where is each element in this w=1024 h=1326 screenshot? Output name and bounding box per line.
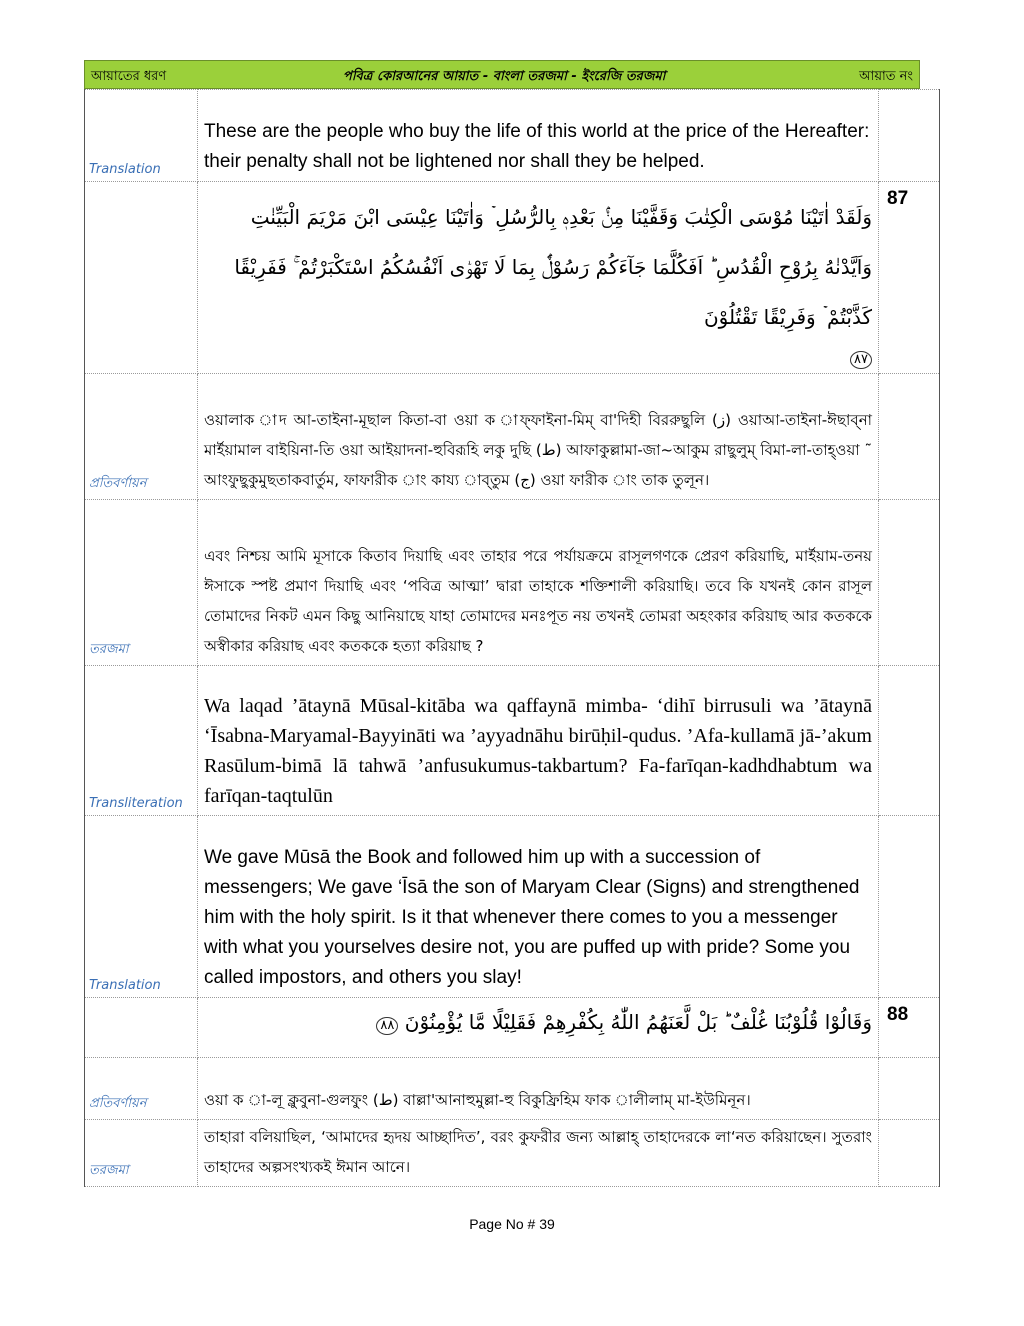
row-label: প্রতিবর্ণায়ন xyxy=(85,1058,198,1120)
verse-number xyxy=(879,500,940,666)
verse-number xyxy=(879,1058,940,1120)
table-row xyxy=(85,500,940,666)
ayah-end-marker: ٨٧ xyxy=(850,351,872,369)
row-label xyxy=(85,998,198,1058)
bengali-translation-text: এবং নিশ্চয় আমি মূসাকে কিতাব দিয়াছি এবং তাহার পরে পর্যায়ক্রমে রাসূলগণকে প্রেরণ করিয়াছি, মার্ইয়াম-তনয় ঈসাকে স্পষ্ট প্রমাণ দিয়াছি এবং ‘পবিত্র আত্মা’ দ্বারা তাহাকে শক্তিশালী করিয়াছি। তবে কি যখনই কোন রাসূল তোমাদের নিকট এমন কিছু আনিয়াছে যাহা তোমাদের মনঃপূত নয় তখনই তোমরা অহংকার করিয়াছ আর কতককে অস্বীকার করিয়াছ এবং কতককে হত্যা করিয়াছ ? xyxy=(198,500,879,666)
header-verse-type: আয়াতের ধরণ xyxy=(91,69,167,84)
header-verse-number: আয়াত নং xyxy=(859,69,913,84)
transliteration-text: Wa laqad ’ātaynā Mūsal-kitāba wa qaffaynā mimba- ‘dihī birrusuli wa ’ātaynā ‘Īsabna-Maryamal-Bayyināti wa ’ayyadnāhu birūḥil-qudus. ’Afa-kullamā jā-’akum Rasūlum-bimā lā tahwā ’anfusukumus-takbartum? Fa-farīqan-kadhdhabtum wa farīqan-taqtulūn xyxy=(198,666,879,816)
header-title: পবিত্র কোরআনের আয়াত - বাংলা তরজমা - ইংরেজি তরজমা xyxy=(343,69,666,84)
verse-number: 87 xyxy=(879,182,940,374)
bengali-translation-text: তাহারা বলিয়াছিল, ‘আমাদের হৃদয় আচ্ছাদিত’, বরং কুফরীর জন্য আল্লাহ্ তাহাদেরকে লা‘নত করিয়াছেন। সুতরাং তাহাদের অল্পসংখ্যকই ঈমান আনে। xyxy=(198,1120,879,1187)
table-header xyxy=(84,60,920,89)
row-label: তরজমা xyxy=(85,1120,198,1187)
verse-number xyxy=(879,1120,940,1187)
table-row xyxy=(85,1058,940,1120)
verse-number xyxy=(879,816,940,998)
table-row xyxy=(85,1120,940,1187)
verse-table xyxy=(84,89,940,1187)
page-number: Page No # 39 xyxy=(469,1216,555,1232)
row-label: Translation xyxy=(85,816,198,998)
verse-number xyxy=(879,374,940,500)
table-row xyxy=(85,182,940,374)
arabic-text: وَقَالُوْا قُلُوْبُنَا غُلْفٌ ؕ بَلْ لَّعَنَهُمُ اللّٰهُ بِكُفْرِهِمْ فَقَلِيْلًا مَّا يُؤْمِنُوْنَ xyxy=(404,1010,872,1034)
table-row xyxy=(85,998,940,1058)
arabic-cell xyxy=(198,998,879,1058)
row-label: প্রতিবর্ণায়ন xyxy=(85,374,198,500)
row-label: Transliteration xyxy=(85,666,198,816)
row-label xyxy=(85,182,198,374)
translation-text: These are the people who buy the life of this world at the price of the Hereafter: their penalty shall not be lightened nor shall they be helped. xyxy=(198,90,879,182)
table-row xyxy=(85,816,940,998)
verse-number: 88 xyxy=(879,998,940,1058)
arabic-cell xyxy=(198,182,879,374)
bengali-transliteration-text: ওয়ালাক াদ আ-তাইনা-মূছাল কিতা-বা ওয়া ক াফ্ফাইনা-মিম্ বা'দিহী বিররুছুলি (ز) ওয়াআ-তাইনা-ঈছাব্না মার্ইয়ামাল বাইয়িনা-তি ওয়া আইয়াদনা-হুবিরূহি লকু দুছি (ط) আফাকুল্লামা-জা~আকুম রাছুলুম্ বিমা-লা-তাহ্ওয়া ˜ আংফুছুকুমুছতাকবার্তুম, ফাফারীক াং কায্য াব্তুম (ج) ওয়া ফারীক াং তাক তুলূন। xyxy=(198,374,879,500)
arabic-text: وَلَقَدْ اٰتَيْنَا مُوْسَى الْكِتٰبَ وَقَفَّيْنَا مِنْۢ بَعْدِهٖ بِالرُّسُلِ ۡ وَاٰتَيْنَا عِيْسَى ابْنَ مَرْيَمَ الْبَيِّنٰتِ وَاَيَّدْنٰهُ بِرُوْحِ الْقُدُسِ ؕ اَفَكُلَّمَا جَآءَكُمْ رَسُوْلٌۢ بِمَا لَا تَهْوٰۤى اَنْفُسُكُمُ اسْتَكْبَرْتُمْ ۚ فَفَرِيْقًا كَذَّبْتُمْ ۡ وَفَرِيْقًا تَقْتُلُوْنَ xyxy=(234,205,872,329)
verse-number xyxy=(879,90,940,182)
row-label: Translation xyxy=(85,90,198,182)
verse-number xyxy=(879,666,940,816)
page-sheet xyxy=(84,60,920,1187)
table-row xyxy=(85,90,940,182)
table-row xyxy=(85,374,940,500)
table-row xyxy=(85,666,940,816)
translation-text: We gave Mūsā the Book and followed him up with a succession of messengers; We gave ‘Īsā the son of Maryam Clear (Signs) and strengthened him with the holy spirit. Is it that whenever there comes to you a messenger with what you yourselves desire not, you are puffed up with pride? Some you called impostors, and others you slay! xyxy=(198,816,879,998)
ayah-end-marker: ٨٨ xyxy=(376,1017,398,1035)
bengali-transliteration-text: ওয়া ক া-লূ ক্লুবুনা-গুলফুং (ط) বাল্লা'আনাহুমুল্লা-হু বিকুফ্রিহিম ফাক ালীলাম্ মা-ইউমিনূন। xyxy=(198,1058,879,1120)
row-label: তরজমা xyxy=(85,500,198,666)
